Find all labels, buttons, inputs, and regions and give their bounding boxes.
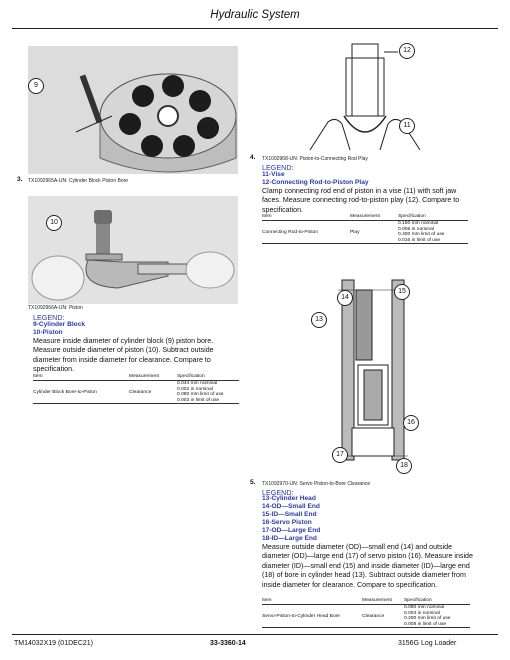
page-title: Hydraulic System [210, 9, 300, 21]
column-header-item: Item [262, 598, 362, 605]
legend-item: 17-OD—Large End [262, 527, 321, 534]
piston-measure-photo [28, 196, 238, 304]
figure-caption-cylinder-block: TX1092965A-UN: Cylinder Block Piston Bore [28, 178, 129, 184]
column-header-item: Item [33, 374, 129, 381]
legend-item: 9-Cylinder Block [33, 321, 86, 328]
spec-table-servo-piston [262, 598, 470, 628]
legend-item: 10-Piston [33, 329, 63, 336]
callout-14: 14 [337, 290, 353, 306]
callout-16: 16 [403, 415, 419, 431]
spec-value: 0.004 in nominal [404, 610, 440, 616]
spec-value: 0.200 mm limit of use [404, 616, 451, 622]
table-cell-item: Cylinder Block Bore-to-Piston [33, 381, 129, 404]
spec-value: 0.400 mm limit of use [398, 232, 445, 238]
figure-caption-servo-piston: TX1092970-UN: Servo Piston-to-Bore Clearance [262, 481, 371, 487]
spec-value: 0.003 in limit of use [177, 397, 220, 403]
micrometer-illustration [28, 196, 238, 304]
legend-item: 18-ID—Large End [262, 535, 317, 542]
table-cell-specification [398, 221, 468, 244]
spec-table-rod-play [262, 214, 468, 244]
footer-product: 3156G Log Loader [398, 640, 457, 647]
spec-value: 0.002 in nominal [177, 386, 213, 392]
callout-11: 11 [399, 118, 415, 134]
cylinder-block-photo [28, 46, 238, 174]
legend-item: 16-Servo Piston [262, 519, 312, 526]
legend-item: 13-Cylinder Head [262, 495, 316, 502]
spec-value: 0.008 in limit of use [404, 621, 447, 627]
callout-17: 17 [332, 447, 348, 463]
step-5-number: 5. [250, 479, 256, 486]
instruction-text: Clamp connecting rod end of piston in a vise (11) with soft jaw faces. Measure connecting rod-to-piston play (12). Compare to specification. [262, 187, 460, 214]
spec-value: 0.080 mm nominal [404, 605, 445, 610]
spec-value: 0.006 in nominal [398, 226, 434, 232]
table-cell-specification [404, 605, 470, 628]
figure-caption-piston-rod-play: TX1092968-UN: Piston-to-Connecting Rod Play [262, 156, 368, 162]
spec-value: 0.150 mm nominal [398, 221, 439, 226]
legend-title: LEGEND: [33, 313, 65, 322]
figure-caption-piston: TX1092966A-UN: Piston [28, 305, 83, 311]
legend-item: 14-OD—Small End [262, 503, 320, 510]
table-cell-item: Servo-Piston-to-Cylinder Head Bore [262, 605, 362, 628]
column-header-item: Item [262, 214, 350, 221]
table-cell-measurement: Play [350, 221, 398, 244]
table-cell-measurement: Clearance [129, 381, 177, 404]
table-cell-specification [177, 381, 239, 404]
callout-13: 13 [311, 312, 327, 328]
footer-page-number: 33-3360-14 [210, 640, 246, 647]
legend-item: 12-Connecting Rod-to-Piston Play [262, 179, 369, 186]
column-header-specification: Specification [177, 374, 239, 381]
callout-18: 18 [396, 458, 412, 474]
legend-title: LEGEND: [262, 163, 294, 172]
column-header-measurement: Measurement [129, 374, 177, 381]
legend-item: 15-ID—Small End [262, 511, 317, 518]
table-cell-item: Connecting Rod-to-Piston [262, 221, 350, 244]
step-3-number: 3. [17, 176, 23, 183]
legend-title: LEGEND: [262, 488, 294, 497]
footer-doc-id: TM14032X19 (01DEC21) [14, 640, 93, 647]
instruction-text: Measure inside diameter of cylinder block (9) piston bore. Measure outside diameter of piston (10). Subtract outside diameter from inside diameter for clearance. Compare to specification. [33, 337, 214, 374]
column-header-specification: Specification [398, 214, 468, 221]
callout-9: 9 [28, 78, 44, 94]
callout-10: 10 [46, 215, 62, 231]
instruction-text: Measure outside diameter (OD)—small end (14) and outside diameter (OD)—large end (17) of servo piston (16). Measure inside diameter (ID)—small end (15) and inside diameter (ID)—large end (18) of bore in cylinder head (13). Subtract outside diameter from inside diameter for clearance. Compare to specification. [262, 543, 473, 589]
footer-rule [12, 634, 498, 635]
cylinder-block-illustration [28, 46, 238, 174]
callout-12: 12 [399, 43, 415, 59]
column-header-specification: Specification [404, 598, 470, 605]
column-header-measurement: Measurement [350, 214, 398, 221]
column-header-measurement: Measurement [362, 598, 404, 605]
legend-item: 11-Vise [262, 171, 285, 178]
step-4-number: 4. [250, 154, 256, 161]
table-cell-measurement: Clearance [362, 605, 404, 628]
spec-value: 0.044 mm nominal [177, 381, 218, 386]
callout-15: 15 [394, 284, 410, 300]
spec-value: 0.016 in limit of use [398, 237, 441, 243]
spec-value: 0.080 mm limit of use [177, 392, 224, 398]
spec-table-cylinder-block [33, 374, 239, 404]
